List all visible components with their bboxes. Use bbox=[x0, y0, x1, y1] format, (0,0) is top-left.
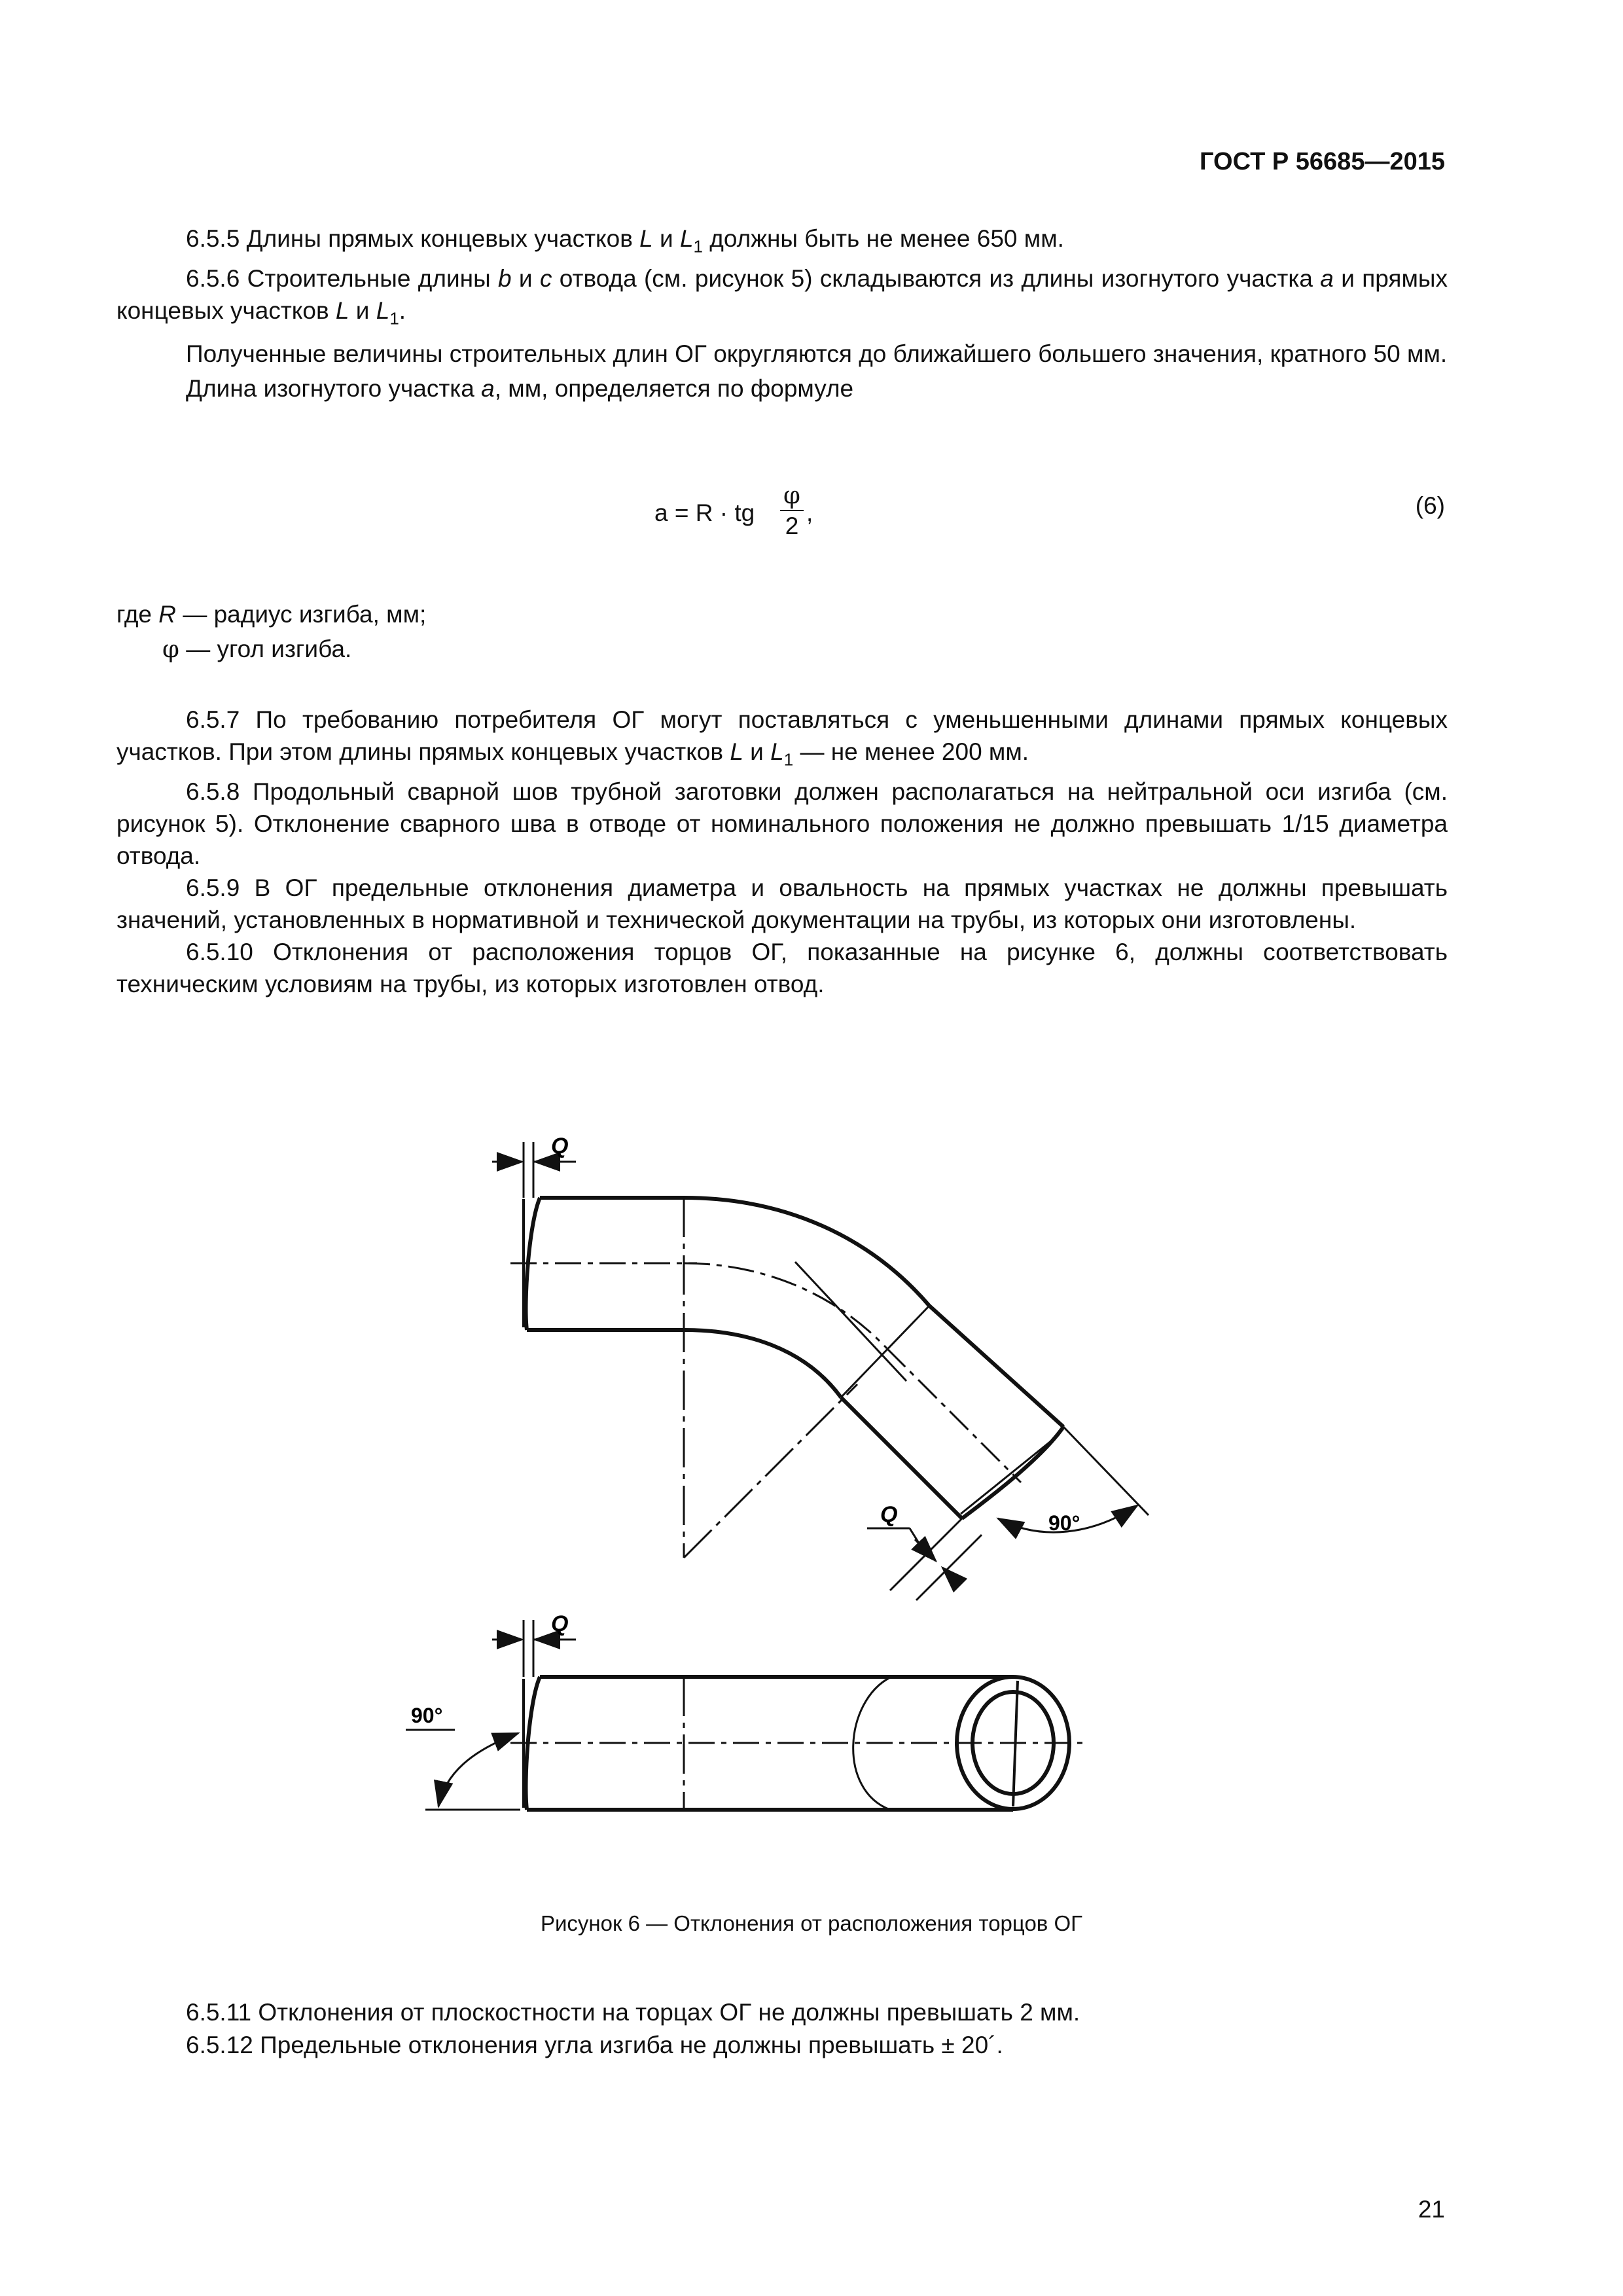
sym-L: L bbox=[730, 738, 743, 765]
where-symbol-phi: φ bbox=[162, 635, 179, 663]
p656-e: и bbox=[349, 297, 376, 325]
page-number: 21 bbox=[1418, 2196, 1445, 2223]
where-text-1: — радиус изгиба, мм; bbox=[183, 601, 427, 628]
sym-L1: L bbox=[679, 225, 694, 252]
where-symbol-r: R bbox=[158, 601, 177, 628]
sym-L: L bbox=[335, 297, 349, 325]
sym-c: c bbox=[539, 265, 552, 293]
bend-construction-line bbox=[795, 1262, 906, 1381]
formula-numerator: φ bbox=[783, 481, 800, 509]
bend-right-end-ref bbox=[961, 1435, 1059, 1514]
leg-outer-edge bbox=[929, 1306, 1063, 1427]
where-text-2: — угол изгиба. bbox=[186, 636, 352, 662]
paragraph-6-5-10: 6.5.10 Отклонения от расположения торцов ОГ, показанные на рисунке 6, должны соответствовать техническим условиям на трубы, из которых изготовлен отвод. bbox=[116, 939, 1448, 998]
angle-ext-line bbox=[1063, 1427, 1149, 1515]
p657-b: и bbox=[743, 738, 771, 765]
paragraph-rounding: Полученные величины строительных длин ОГ округляются до ближайшего большего значения, кратного 50 мм. bbox=[186, 340, 1448, 367]
q2-ext-line-b bbox=[916, 1535, 982, 1600]
intro-a: Длина изогнутого участка bbox=[186, 374, 482, 402]
angle-90-lower bbox=[406, 1730, 520, 1810]
angle-label-bend: 90° bbox=[1048, 1511, 1080, 1535]
sym-a: a bbox=[1320, 265, 1334, 293]
leg-inner-edge bbox=[841, 1397, 962, 1518]
paragraph-6-5-9: 6.5.9 В ОГ предельные отклонения диаметра и овальность на прямых участках не должны превышать значений, установленных в нормативной и технической документации на трубы, из которых они изготовлены. bbox=[116, 874, 1448, 934]
bend-axis-arc bbox=[684, 1263, 887, 1348]
document-standard-id: ГОСТ Р 56685—2015 bbox=[1200, 148, 1445, 175]
p657-c: — не менее 200 мм. bbox=[793, 738, 1029, 765]
bend-pipe bbox=[524, 1198, 1063, 1518]
p656-f: . bbox=[399, 297, 406, 325]
p656-d: и прямых концевых участков bbox=[116, 265, 1448, 325]
p655-c: должны быть не менее 650 мм. bbox=[703, 225, 1064, 252]
sym-L1: L bbox=[376, 297, 390, 325]
sym-a: a bbox=[481, 374, 495, 402]
bend-centerlines bbox=[510, 1198, 1021, 1558]
paragraph-6-5-12: 6.5.12 Предельные отклонения угла изгиба не должны превышать ± 20´. bbox=[186, 2032, 1003, 2058]
equation-number: (6) bbox=[1415, 492, 1445, 519]
bend-center-radial bbox=[684, 1384, 857, 1558]
formula-denominator: 2 bbox=[785, 512, 799, 539]
p656-c: отвода (см. рисунок 5) складываются из длины изогнутого участка bbox=[552, 265, 1321, 293]
p655-a: 6.5.5 Длины прямых концевых участков bbox=[186, 225, 640, 252]
intro-b: , мм, определяется по формуле bbox=[494, 374, 854, 402]
p656-a: 6.5.6 Строительные длины bbox=[186, 265, 499, 293]
angle-label-lower: 90° bbox=[411, 1704, 443, 1727]
sub-1: 1 bbox=[783, 749, 794, 770]
figure-caption: Рисунок 6 — Отклонения от расположения торцов ОГ bbox=[540, 1911, 1083, 1935]
sub-1: 1 bbox=[389, 308, 399, 329]
sub-1: 1 bbox=[693, 236, 704, 257]
q-label-angled: Q bbox=[880, 1502, 898, 1527]
paragraph-6-5-8: 6.5.8 Продольный сварной шов трубной заготовки должен располагаться на нейтральной оси изгиба (см. рисунок 5). Отклонение сварного шва в отводе от номинального положения не должно превышать 1/15 диаметра отвода. bbox=[116, 778, 1448, 870]
bottom-text-block bbox=[116, 1996, 1080, 2062]
q-dimension-angled bbox=[867, 1518, 982, 1600]
sym-b: b bbox=[498, 265, 512, 293]
formula-trailing: , bbox=[806, 499, 813, 526]
paragraph-6-5-11: 6.5.11 Отклонения от плоскостности на торцах ОГ не должны превышать 2 мм. bbox=[186, 1999, 1080, 2026]
angle-arc-lower bbox=[438, 1733, 518, 1806]
p655-b: и bbox=[652, 225, 680, 252]
q2-arrow-2 bbox=[942, 1568, 959, 1584]
q-label-lower: Q bbox=[551, 1611, 569, 1636]
p656-b: и bbox=[511, 265, 540, 293]
bend-inner-arc bbox=[684, 1330, 841, 1397]
formula-lhs: a = R · tg bbox=[654, 499, 755, 526]
where-prefix: где bbox=[116, 601, 152, 628]
p657-a: 6.5.7 По требованию потребителя ОГ могут поставляться с уменьшенными длинами прямых концевых участков. При этом длины прямых концевых участков bbox=[116, 706, 1448, 765]
q-label-top: Q bbox=[551, 1134, 569, 1158]
sym-L: L bbox=[639, 225, 653, 252]
sym-L1: L bbox=[770, 738, 784, 765]
q2-arrow-1 bbox=[915, 1539, 936, 1561]
